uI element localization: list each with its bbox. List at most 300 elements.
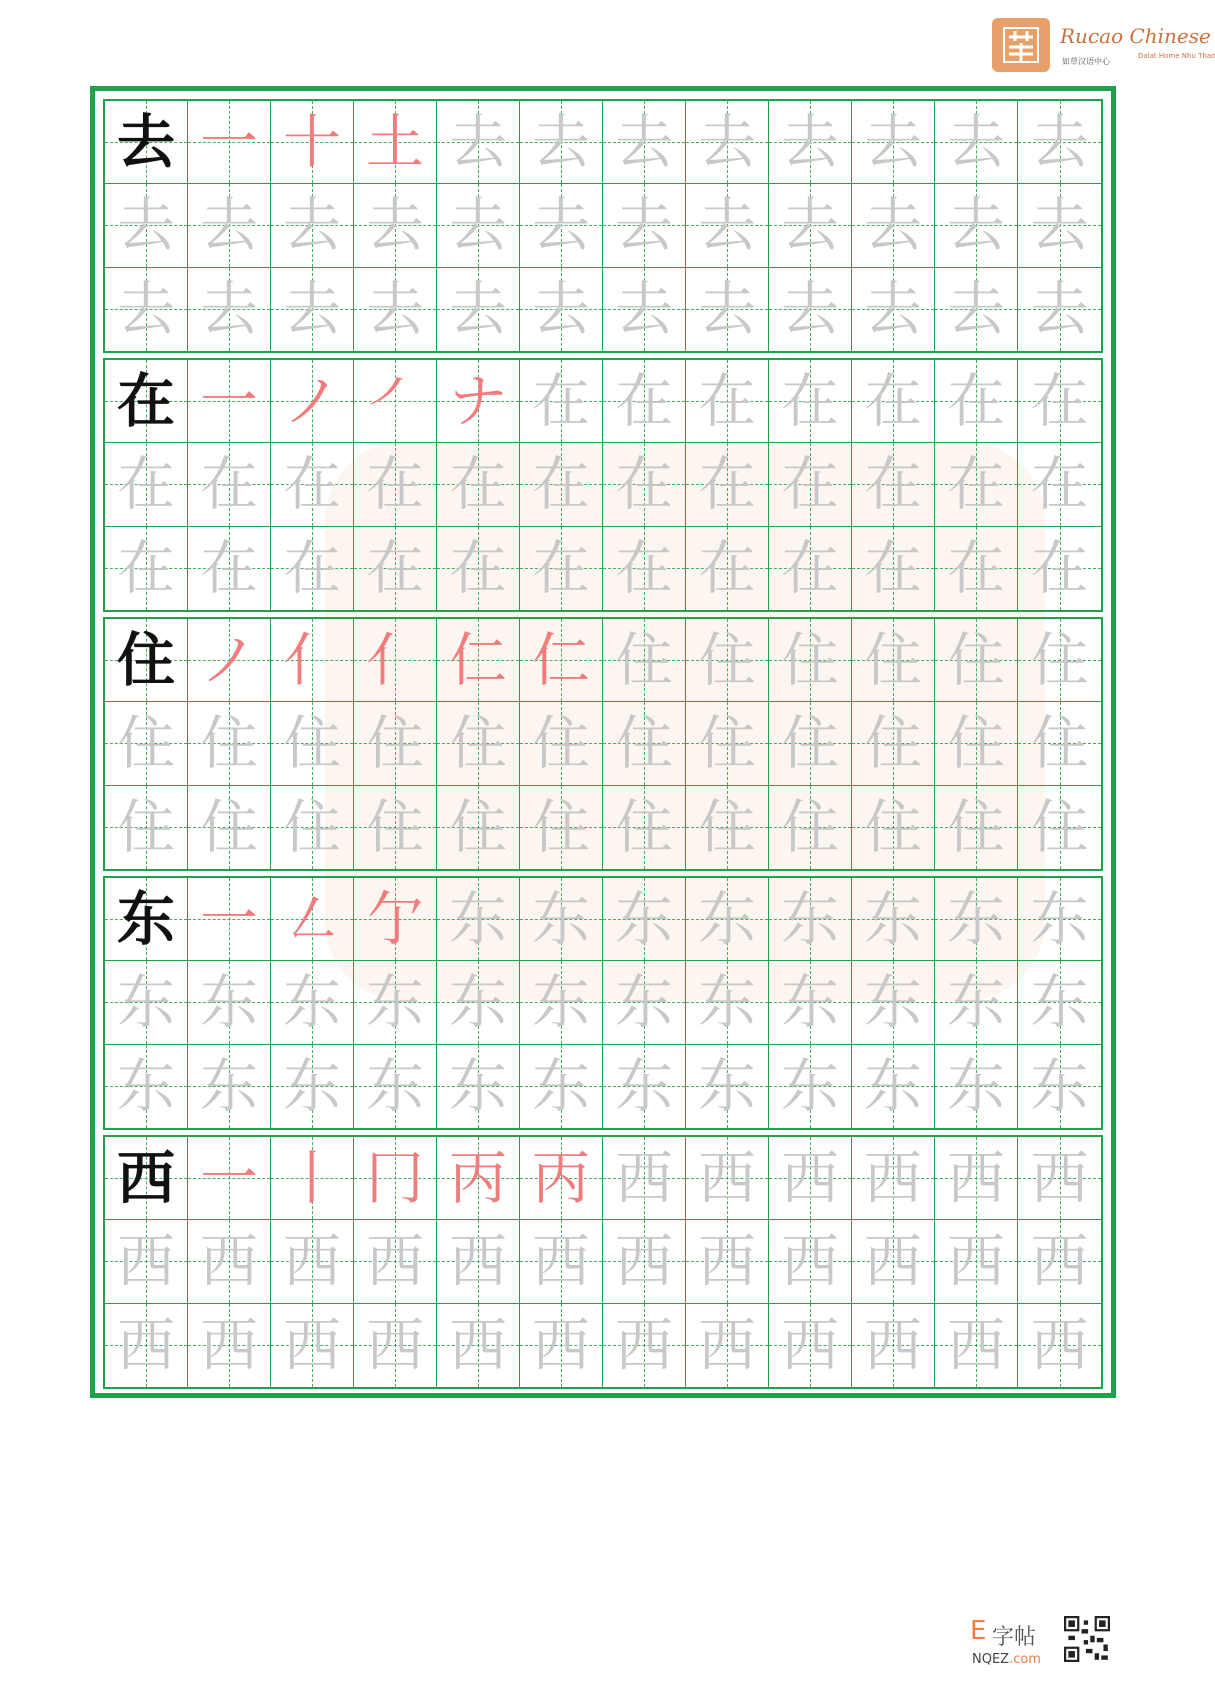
trace-character: 住: [1030, 793, 1089, 862]
practice-cell[interactable]: [271, 1045, 354, 1128]
practice-cell[interactable]: [105, 184, 188, 267]
practice-cell[interactable]: [105, 360, 188, 443]
practice-cell[interactable]: [935, 619, 1018, 702]
practice-cell[interactable]: [852, 619, 935, 702]
footer-url-tld: .com: [1009, 1652, 1041, 1667]
practice-cell[interactable]: [935, 101, 1018, 184]
trace-character: 在: [531, 367, 590, 436]
practice-cell[interactable]: [271, 101, 354, 184]
practice-cell[interactable]: [686, 878, 769, 961]
trace-character: 住: [614, 793, 673, 862]
trace-character: 去: [863, 108, 922, 177]
trace-character: 住: [282, 709, 341, 778]
grid-row: [105, 1045, 1101, 1128]
practice-cell[interactable]: [520, 878, 603, 961]
grid-row: [105, 443, 1101, 526]
trace-character: 去: [946, 191, 1005, 260]
practice-cell[interactable]: [437, 619, 520, 702]
trace-character: 住: [697, 709, 756, 778]
trace-character: 去: [531, 191, 590, 260]
trace-character: 住: [697, 626, 756, 695]
trace-character: 西: [863, 1144, 922, 1213]
practice-cell[interactable]: [1018, 268, 1101, 351]
practice-cell[interactable]: [188, 1220, 271, 1303]
trace-character: 住: [614, 709, 673, 778]
trace-character: 东: [1030, 885, 1089, 954]
practice-cell[interactable]: [271, 702, 354, 785]
practice-cell[interactable]: [354, 1220, 437, 1303]
practice-cell[interactable]: [105, 101, 188, 184]
practice-cell[interactable]: [686, 1137, 769, 1220]
practice-cell[interactable]: [852, 878, 935, 961]
practice-cell[interactable]: [188, 360, 271, 443]
practice-cell[interactable]: [520, 1220, 603, 1303]
practice-cell[interactable]: [437, 1220, 520, 1303]
trace-character: 西: [614, 1144, 673, 1213]
trace-character: 西: [946, 1227, 1005, 1296]
trace-character: 东: [697, 968, 756, 1037]
brand-logo: [992, 16, 1215, 76]
qr-code-icon: [1064, 1616, 1110, 1662]
practice-cell[interactable]: [188, 101, 271, 184]
trace-character: 在: [863, 534, 922, 603]
practice-sheet: [90, 86, 1116, 1398]
practice-cell[interactable]: [188, 786, 271, 869]
practice-cell[interactable]: [1018, 1220, 1101, 1303]
practice-cell[interactable]: [686, 443, 769, 526]
grid-row: [105, 961, 1101, 1044]
stroke-order-step: 十: [282, 108, 341, 177]
trace-character: 西: [1030, 1144, 1089, 1213]
stroke-order-step: 一: [199, 885, 258, 954]
practice-cell[interactable]: [271, 527, 354, 610]
trace-character: 住: [448, 709, 507, 778]
practice-cell[interactable]: [188, 1137, 271, 1220]
practice-cell[interactable]: [686, 1045, 769, 1128]
practice-cell[interactable]: [520, 1045, 603, 1128]
model-character: 在: [116, 367, 175, 436]
trace-character: 在: [697, 450, 756, 519]
trace-character: 住: [697, 793, 756, 862]
practice-cell[interactable]: [520, 786, 603, 869]
trace-character: 东: [531, 885, 590, 954]
practice-cell[interactable]: [520, 443, 603, 526]
practice-cell[interactable]: [354, 702, 437, 785]
trace-character: 西: [863, 1311, 922, 1380]
practice-cell[interactable]: [105, 878, 188, 961]
practice-cell[interactable]: [437, 527, 520, 610]
practice-cell[interactable]: [188, 268, 271, 351]
brand-name: Rucao Chinese: [1060, 24, 1211, 48]
trace-character: 住: [1030, 709, 1089, 778]
grid-row: [105, 1220, 1101, 1303]
footer-url-main: NQEZ: [972, 1652, 1010, 1667]
trace-character: 在: [282, 450, 341, 519]
practice-cell[interactable]: [769, 1304, 852, 1387]
practice-cell[interactable]: [935, 961, 1018, 1044]
practice-cell[interactable]: [1018, 1304, 1101, 1387]
trace-character: 西: [946, 1311, 1005, 1380]
practice-cell[interactable]: [935, 1137, 1018, 1220]
practice-cell[interactable]: [1018, 786, 1101, 869]
practice-cell[interactable]: [188, 527, 271, 610]
trace-character: 在: [946, 450, 1005, 519]
practice-cell[interactable]: [271, 1220, 354, 1303]
practice-cell[interactable]: [852, 184, 935, 267]
trace-character: 东: [116, 968, 175, 1037]
trace-character: 西: [1030, 1311, 1089, 1380]
practice-cell[interactable]: [354, 184, 437, 267]
practice-cell[interactable]: [271, 268, 354, 351]
practice-cell[interactable]: [935, 702, 1018, 785]
practice-cell[interactable]: [437, 878, 520, 961]
practice-cell[interactable]: [852, 443, 935, 526]
practice-cell[interactable]: [105, 1045, 188, 1128]
trace-character: 去: [780, 108, 839, 177]
practice-cell[interactable]: [935, 268, 1018, 351]
practice-cell[interactable]: [603, 1220, 686, 1303]
practice-cell[interactable]: [437, 786, 520, 869]
practice-cell[interactable]: [271, 619, 354, 702]
practice-cell[interactable]: [354, 443, 437, 526]
practice-cell[interactable]: [354, 961, 437, 1044]
practice-cell[interactable]: [1018, 961, 1101, 1044]
practice-cell[interactable]: [1018, 360, 1101, 443]
trace-character: 住: [863, 793, 922, 862]
practice-cell[interactable]: [105, 1137, 188, 1220]
practice-cell[interactable]: [852, 1304, 935, 1387]
practice-cell[interactable]: [520, 702, 603, 785]
trace-character: 在: [614, 450, 673, 519]
trace-character: 西: [614, 1227, 673, 1296]
practice-cell[interactable]: [520, 1137, 603, 1220]
footer-brand-e: E: [970, 1616, 987, 1646]
trace-character: 东: [1030, 1052, 1089, 1121]
trace-character: 在: [199, 450, 258, 519]
stroke-order-step: ノ: [199, 626, 258, 695]
trace-character: 东: [614, 1052, 673, 1121]
grid-row: [105, 1304, 1101, 1387]
practice-cell[interactable]: [769, 527, 852, 610]
practice-cell[interactable]: [520, 101, 603, 184]
practice-cell[interactable]: [686, 1304, 769, 1387]
trace-character: 东: [365, 968, 424, 1037]
stroke-order-step: 丨: [282, 1144, 341, 1213]
practice-cell[interactable]: [354, 619, 437, 702]
practice-cell[interactable]: [769, 619, 852, 702]
practice-cell[interactable]: [354, 268, 437, 351]
practice-cell[interactable]: [271, 786, 354, 869]
trace-character: 东: [199, 1052, 258, 1121]
practice-cell[interactable]: [603, 101, 686, 184]
trace-character: 东: [448, 968, 507, 1037]
trace-character: 住: [780, 709, 839, 778]
trace-character: 东: [614, 885, 673, 954]
practice-cell[interactable]: [686, 527, 769, 610]
practice-cell[interactable]: [1018, 619, 1101, 702]
practice-cell[interactable]: [935, 1045, 1018, 1128]
grid-row: [105, 184, 1101, 267]
grid-row: [105, 268, 1101, 351]
practice-cell[interactable]: [520, 527, 603, 610]
trace-character: 在: [116, 450, 175, 519]
practice-cell[interactable]: [271, 878, 354, 961]
practice-cell[interactable]: [437, 268, 520, 351]
practice-cell[interactable]: [852, 702, 935, 785]
practice-cell[interactable]: [852, 268, 935, 351]
practice-cell[interactable]: [686, 961, 769, 1044]
practice-cell[interactable]: [935, 527, 1018, 610]
trace-character: 西: [946, 1144, 1005, 1213]
practice-cell[interactable]: [769, 443, 852, 526]
footer-url: [972, 1652, 1041, 1667]
practice-cell[interactable]: [437, 961, 520, 1044]
practice-cell[interactable]: [603, 527, 686, 610]
practice-cell[interactable]: [769, 101, 852, 184]
practice-cell[interactable]: [603, 961, 686, 1044]
practice-cell[interactable]: [1018, 443, 1101, 526]
practice-cell[interactable]: [271, 443, 354, 526]
practice-cell[interactable]: [769, 184, 852, 267]
practice-cell[interactable]: [852, 527, 935, 610]
practice-cell[interactable]: [603, 786, 686, 869]
stroke-order-step: 丙: [448, 1144, 507, 1213]
practice-cell[interactable]: [1018, 527, 1101, 610]
practice-cell[interactable]: [603, 1045, 686, 1128]
practice-cell[interactable]: [437, 443, 520, 526]
character-section: [103, 358, 1103, 612]
practice-cell[interactable]: [852, 961, 935, 1044]
trace-character: 在: [697, 367, 756, 436]
practice-cell[interactable]: [437, 101, 520, 184]
trace-character: 东: [697, 885, 756, 954]
character-section: [103, 99, 1103, 353]
practice-cell[interactable]: [686, 360, 769, 443]
trace-character: 在: [863, 450, 922, 519]
practice-cell[interactable]: [520, 268, 603, 351]
practice-cell[interactable]: [603, 268, 686, 351]
trace-character: 在: [116, 534, 175, 603]
practice-cell[interactable]: [354, 527, 437, 610]
practice-cell[interactable]: [437, 1137, 520, 1220]
stroke-order-step: 一: [199, 108, 258, 177]
practice-cell[interactable]: [935, 1220, 1018, 1303]
trace-character: 东: [780, 1052, 839, 1121]
grid-row: [105, 702, 1101, 785]
practice-cell[interactable]: [935, 184, 1018, 267]
trace-character: 在: [780, 450, 839, 519]
practice-cell[interactable]: [769, 878, 852, 961]
trace-character: 东: [282, 1052, 341, 1121]
practice-cell[interactable]: [1018, 1045, 1101, 1128]
practice-cell[interactable]: [603, 1304, 686, 1387]
practice-cell[interactable]: [769, 702, 852, 785]
practice-cell[interactable]: [1018, 101, 1101, 184]
practice-cell[interactable]: [354, 786, 437, 869]
practice-cell[interactable]: [852, 786, 935, 869]
trace-character: 西: [448, 1311, 507, 1380]
grid-row: [105, 619, 1101, 702]
practice-cell[interactable]: [105, 1304, 188, 1387]
grid-row: [105, 527, 1101, 610]
practice-cell[interactable]: [852, 1220, 935, 1303]
practice-cell[interactable]: [1018, 702, 1101, 785]
practice-cell[interactable]: [769, 1137, 852, 1220]
practice-cell[interactable]: [520, 1304, 603, 1387]
practice-cell[interactable]: [354, 878, 437, 961]
practice-cell[interactable]: [188, 184, 271, 267]
trace-character: 去: [365, 275, 424, 344]
trace-character: 去: [614, 191, 673, 260]
practice-cell[interactable]: [520, 961, 603, 1044]
trace-character: 在: [614, 534, 673, 603]
practice-cell[interactable]: [354, 1045, 437, 1128]
practice-cell[interactable]: [852, 360, 935, 443]
practice-cell[interactable]: [520, 360, 603, 443]
practice-cell[interactable]: [603, 878, 686, 961]
practice-cell[interactable]: [603, 443, 686, 526]
practice-cell[interactable]: [271, 1304, 354, 1387]
practice-cell[interactable]: [271, 1137, 354, 1220]
trace-character: 去: [531, 275, 590, 344]
practice-cell[interactable]: [105, 1220, 188, 1303]
practice-cell[interactable]: [437, 1304, 520, 1387]
trace-character: 在: [697, 534, 756, 603]
practice-cell[interactable]: [188, 702, 271, 785]
practice-cell[interactable]: [354, 360, 437, 443]
practice-cell[interactable]: [852, 101, 935, 184]
practice-cell[interactable]: [603, 702, 686, 785]
practice-cell[interactable]: [520, 184, 603, 267]
trace-character: 东: [531, 968, 590, 1037]
practice-cell[interactable]: [271, 184, 354, 267]
trace-character: 在: [780, 534, 839, 603]
practice-cell[interactable]: [1018, 878, 1101, 961]
practice-cell[interactable]: [769, 961, 852, 1044]
practice-cell[interactable]: [188, 961, 271, 1044]
brand-subtitle-en: Dalat Home Nhu Thao: [1138, 52, 1215, 60]
trace-character: 在: [531, 450, 590, 519]
practice-cell[interactable]: [105, 527, 188, 610]
trace-character: 西: [199, 1227, 258, 1296]
practice-cell[interactable]: [935, 1304, 1018, 1387]
practice-cell[interactable]: [105, 268, 188, 351]
trace-character: 在: [1030, 450, 1089, 519]
trace-character: 东: [863, 968, 922, 1037]
trace-character: 去: [116, 191, 175, 260]
trace-character: 住: [863, 626, 922, 695]
trace-character: 去: [697, 275, 756, 344]
trace-character: 住: [365, 793, 424, 862]
practice-cell[interactable]: [769, 268, 852, 351]
practice-cell[interactable]: [603, 1137, 686, 1220]
practice-cell[interactable]: [686, 184, 769, 267]
trace-character: 东: [946, 968, 1005, 1037]
trace-character: 去: [780, 191, 839, 260]
practice-cell[interactable]: [188, 1304, 271, 1387]
practice-cell[interactable]: [188, 1045, 271, 1128]
trace-character: 去: [116, 275, 175, 344]
stroke-order-step: ノ: [282, 367, 341, 436]
practice-cell[interactable]: [686, 786, 769, 869]
practice-cell[interactable]: [354, 1304, 437, 1387]
stroke-order-step: ナ: [448, 367, 507, 436]
trace-character: 住: [531, 793, 590, 862]
practice-cell[interactable]: [935, 360, 1018, 443]
practice-cell[interactable]: [603, 619, 686, 702]
practice-cell[interactable]: [935, 878, 1018, 961]
practice-cell[interactable]: [188, 619, 271, 702]
practice-cell[interactable]: [105, 619, 188, 702]
grid-row: [105, 786, 1101, 869]
trace-character: 在: [946, 367, 1005, 436]
practice-cell[interactable]: [686, 619, 769, 702]
practice-cell[interactable]: [105, 443, 188, 526]
practice-cell[interactable]: [105, 961, 188, 1044]
practice-cell[interactable]: [686, 101, 769, 184]
practice-cell[interactable]: [437, 360, 520, 443]
practice-cell[interactable]: [852, 1045, 935, 1128]
trace-character: 去: [365, 191, 424, 260]
practice-cell[interactable]: [271, 360, 354, 443]
practice-cell[interactable]: [686, 268, 769, 351]
grid-row: [105, 1137, 1101, 1220]
trace-character: 西: [282, 1227, 341, 1296]
practice-cell[interactable]: [188, 443, 271, 526]
trace-character: 西: [531, 1311, 590, 1380]
practice-cell[interactable]: [935, 786, 1018, 869]
practice-cell[interactable]: [852, 1137, 935, 1220]
practice-cell[interactable]: [603, 184, 686, 267]
practice-cell[interactable]: [354, 1137, 437, 1220]
trace-character: 去: [614, 275, 673, 344]
stroke-order-step: 丙: [531, 1144, 590, 1213]
practice-cell[interactable]: [520, 619, 603, 702]
practice-cell[interactable]: [437, 184, 520, 267]
trace-character: 东: [780, 968, 839, 1037]
practice-cell[interactable]: [769, 1220, 852, 1303]
stroke-order-step: 亻: [365, 626, 424, 695]
practice-cell[interactable]: [188, 878, 271, 961]
trace-character: 住: [282, 793, 341, 862]
practice-cell[interactable]: [935, 443, 1018, 526]
practice-cell[interactable]: [105, 786, 188, 869]
trace-character: 在: [1030, 367, 1089, 436]
practice-cell[interactable]: [354, 101, 437, 184]
practice-cell[interactable]: [769, 786, 852, 869]
brand-subtitle-cn: 如草汉语中心: [1062, 57, 1110, 66]
practice-cell[interactable]: [437, 702, 520, 785]
trace-character: 在: [448, 534, 507, 603]
practice-cell[interactable]: [686, 702, 769, 785]
grid-row: [105, 101, 1101, 184]
practice-cell[interactable]: [105, 702, 188, 785]
trace-character: 西: [697, 1227, 756, 1296]
trace-character: 在: [365, 534, 424, 603]
practice-cell[interactable]: [769, 360, 852, 443]
practice-cell[interactable]: [686, 1220, 769, 1303]
trace-character: 东: [863, 885, 922, 954]
trace-character: 西: [116, 1311, 175, 1380]
practice-cell[interactable]: [603, 360, 686, 443]
practice-cell[interactable]: [1018, 184, 1101, 267]
stroke-order-step: 仁: [531, 626, 590, 695]
practice-cell[interactable]: [271, 961, 354, 1044]
practice-cell[interactable]: [1018, 1137, 1101, 1220]
practice-cell[interactable]: [437, 1045, 520, 1128]
practice-cell[interactable]: [769, 1045, 852, 1128]
stroke-order-step: ㇒: [365, 367, 424, 436]
